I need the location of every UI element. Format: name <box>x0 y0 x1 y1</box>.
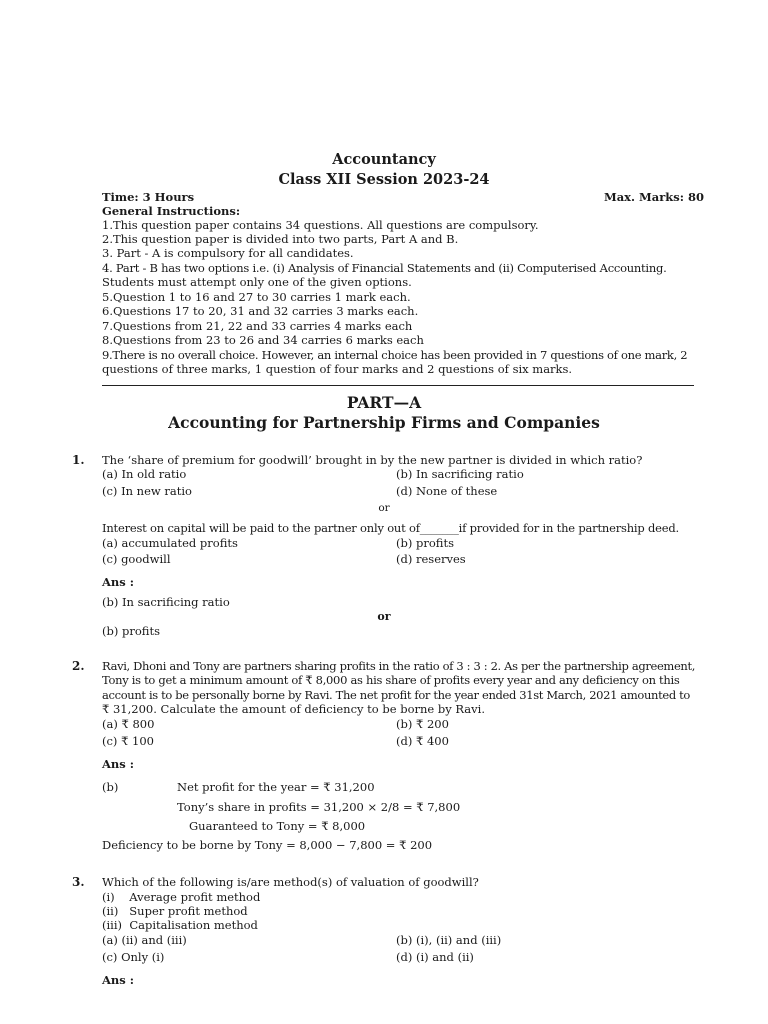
option-b: (b) profits <box>396 536 454 550</box>
option-b: (b) (i), (ii) and (iii) <box>396 933 502 947</box>
answer-label: Ans : <box>102 973 135 987</box>
part-title: PART—A <box>346 393 422 412</box>
answer-text: (b) In sacrificing ratio <box>102 595 230 609</box>
option-c: (c) In new ratio <box>102 484 192 498</box>
option-d: (d) (i) and (ii) <box>396 950 474 964</box>
option-d: (d) reserves <box>396 552 466 566</box>
question-number: 1. <box>72 453 85 467</box>
time-allowed: Time: 3 Hours <box>102 190 195 204</box>
instruction-line: 7.Questions from 21, 22 and 33 carries 4 marks each <box>102 319 413 333</box>
option-a: (a) accumulated profits <box>102 536 238 550</box>
instruction-line: 8.Questions from 23 to 26 and 34 carries 6 marks each <box>102 333 424 347</box>
question-text: Tony is to get a minimum amount of ₹ 8,000 as his share of profits every year and any deficiency on this <box>102 673 680 687</box>
answer-text: (b) profits <box>102 624 160 638</box>
option-d: (d) None of these <box>396 484 498 498</box>
or-separator: or <box>378 502 390 514</box>
section-divider <box>102 385 694 386</box>
question-number: 2. <box>72 659 85 673</box>
question-text: Ravi, Dhoni and Tony are partners sharing profits in the ratio of 3 : 3 : 2. As per the partnership agreement, <box>102 659 696 673</box>
method-item: (i) Average profit method <box>102 890 261 904</box>
option-c: (c) goodwill <box>102 552 171 566</box>
instruction-line: 4. Part - B has two options i.e. (i) Analysis of Financial Statements and (ii) Computerised Accounting. <box>102 261 667 275</box>
instruction-line: questions of three marks, 1 question of four marks and 2 questions of six marks. <box>102 362 573 376</box>
option-b: (b) ₹ 200 <box>396 717 449 731</box>
paper-subject: Accountancy <box>332 151 436 168</box>
part-subtitle: Accounting for Partnership Firms and Companies <box>168 413 600 432</box>
answer-label: Ans : <box>102 575 135 589</box>
instruction-line: Students must attempt only one of the given options. <box>102 275 412 289</box>
question-text-alternative: Interest on capital will be paid to the partner only out of_______if provided for in the partnership deed. <box>102 521 679 535</box>
method-item: (ii) Super profit method <box>102 904 248 918</box>
option-c: (c) Only (i) <box>102 950 165 964</box>
option-a: (a) (ii) and (iii) <box>102 933 187 947</box>
paper-class-session: Class XII Session 2023-24 <box>278 171 490 188</box>
calc-line: Tony’s share in profits = 31,200 × 2/8 = ₹ 7,800 <box>177 800 461 814</box>
general-instructions-heading: General Instructions: <box>102 204 241 218</box>
answer-choice: (b) <box>102 780 119 794</box>
question-text: ₹ 31,200. Calculate the amount of deficiency to be borne by Ravi. <box>102 702 485 716</box>
instruction-line: 1.This question paper contains 34 questions. All questions are compulsory. <box>102 218 539 232</box>
calc-line: Guaranteed to Tony = ₹ 8,000 <box>189 819 366 833</box>
question-text: account is to be personally borne by Ravi. The net profit for the year ended 31st March, 2021 amounted to <box>102 688 691 702</box>
method-item: (iii) Capitalisation method <box>102 918 258 932</box>
option-a: (a) ₹ 800 <box>102 717 155 731</box>
calc-line: Net profit for the year = ₹ 31,200 <box>177 780 375 794</box>
option-c: (c) ₹ 100 <box>102 734 154 748</box>
option-d: (d) ₹ 400 <box>396 734 449 748</box>
instruction-line: 3. Part - A is compulsory for all candidates. <box>102 246 354 260</box>
option-b: (b) In sacrificing ratio <box>396 467 524 481</box>
instruction-line: 9.There is no overall choice. However, an internal choice has been provided in 7 questions of one mark, 2 <box>102 348 688 362</box>
answer-label: Ans : <box>102 757 135 771</box>
instruction-line: 6.Questions 17 to 20, 31 and 32 carries 3 marks each. <box>102 304 419 318</box>
question-text: Which of the following is/are method(s) of valuation of goodwill? <box>102 875 479 889</box>
max-marks: Max. Marks: 80 <box>604 190 704 204</box>
or-separator: or <box>377 610 391 623</box>
instruction-line: 2.This question paper is divided into two parts, Part A and B. <box>102 232 459 246</box>
question-number: 3. <box>72 875 85 889</box>
calc-line: Deficiency to be borne by Tony = 8,000 − 7,800 = ₹ 200 <box>102 838 433 852</box>
option-a: (a) In old ratio <box>102 467 187 481</box>
instruction-line: 5.Question 1 to 16 and 27 to 30 carries 1 mark each. <box>102 290 411 304</box>
question-text: The ‘share of premium for goodwill’ brought in by the new partner is divided in which ratio? <box>102 453 643 467</box>
